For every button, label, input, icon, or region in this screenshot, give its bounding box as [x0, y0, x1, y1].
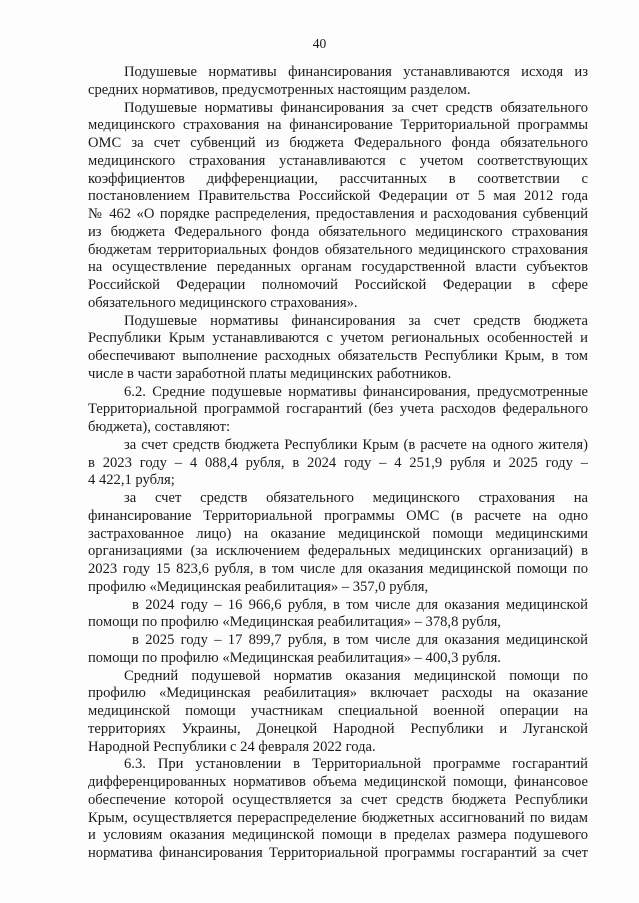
text-line: 4 422,1 рубля;: [88, 472, 175, 489]
text-line: ОМС за счет субвенций из бюджета Федерального фонда обязательного: [88, 135, 588, 151]
text-line: бюджетам территориальных фондов обязательного медицинского страхования: [88, 241, 588, 258]
text-line: финансирование Территориальной программы ОМС (в расчете на одно: [88, 507, 588, 524]
text-line: профилю «Медицинская реабилитация» – 357,0 рубля,: [88, 578, 429, 595]
text-line: Республики Крым устанавливаются с учетом региональных особенностей и: [88, 330, 588, 347]
text-line: помощи по профилю «Медицинская реабилитация» – 378,8 рубля,: [88, 614, 501, 631]
text-line: медицинского страхования устанавливаются с учетом соответствующих: [88, 152, 588, 169]
text-line: постановлением Правительства Российской Федерации от 5 мая 2012 года: [88, 188, 588, 205]
text-line: территориях Украины, Донецкой Народной Республики и Луганской: [88, 720, 588, 737]
text-line: Подушевые нормативы финансирования устанавливаются исходя из: [124, 64, 588, 80]
text-line: 6.2. Средние подушевые нормативы финансирования, предусмотренные: [124, 383, 588, 400]
text-line: Российской Федерации полномочий Российской Федерации в сфере: [88, 277, 588, 293]
text-line: средних нормативов, предусмотренных настоящим разделом.: [88, 81, 471, 98]
text-line: застрахованное лицо) на оказание медицинской помощи медицинскими: [88, 525, 588, 542]
text-line: за счет средств бюджета Республики Крым (в расчете на одного жителя): [124, 436, 588, 453]
text-line: в 2025 году – 17 899,7 рубля, в том числе для оказания медицинской: [132, 632, 588, 648]
text-line: Крым, осуществляется перераспределение бюджетных ассигнований по видам: [88, 809, 588, 826]
text-line: из бюджета Федерального фонда обязательного медицинского страхования: [88, 223, 588, 240]
text-line: числе в части заработной платы медицинских работников.: [88, 365, 452, 382]
text-line: Средний подушевой норматив оказания медицинской помощи по: [124, 667, 588, 684]
text-line: за счет средств обязательного медицинского страхования на: [124, 490, 588, 506]
text-line: норматива финансирования Территориальной программы госгарантий за счет: [88, 845, 588, 861]
text-line: дифференцированных нормативов объема медицинской помощи, финансовое: [88, 774, 588, 790]
text-line: обеспечение которой осуществляется за счет средств бюджета Республики: [88, 791, 588, 808]
text-line: организациями (за исключением федеральных медицинских организаций) в: [88, 543, 588, 560]
text-line: коэффициентов дифференциации, рассчитанных в соответствии с: [88, 170, 588, 187]
text-line: Подушевые нормативы финансирования за счет средств обязательного: [124, 99, 588, 116]
text-line: № 462 «О порядке распределения, предоставления и расходования субвенций: [88, 206, 588, 222]
text-line: 2023 году 15 823,6 рубля, в том числе для оказания медицинской помощи по: [88, 561, 588, 577]
text-line: помощи по профилю «Медицинская реабилитация» – 400,3 рубля.: [88, 649, 501, 666]
text-line: бюджета), составляют:: [88, 419, 231, 435]
text-line: обеспечивают выполнение расходных обязательств Республики Крым, в том: [88, 348, 588, 364]
text-line: медицинской помощи участникам специальной военной операции на: [88, 703, 588, 719]
text-line: в 2023 году – 4 088,4 рубля, в 2024 году – 4 251,9 рубля и 2025 году –: [88, 454, 588, 471]
page-number: 40: [312, 36, 327, 51]
text-line: профилю «Медицинская реабилитация» включает расходы на оказание: [88, 685, 588, 702]
text-line: Народной Республики с 24 февраля 2022 года.: [88, 738, 376, 755]
text-line: Подушевые нормативы финансирования за счет средств бюджета: [124, 312, 588, 329]
text-line: обязательного медицинского страхования».: [88, 294, 358, 311]
text-line: на осуществление переданных органам государственной власти субъектов: [88, 259, 588, 276]
text-line: и условиям оказания медицинской помощи в пределах размера подушевого: [88, 827, 588, 844]
text-line: в 2024 году – 16 966,6 рубля, в том числе для оказания медицинской: [132, 596, 588, 613]
text-line: медицинского страхования на финансирование Территориальной программы: [88, 117, 588, 134]
text-line: Территориальной программой госгарантий (без учета расходов федерального: [88, 401, 588, 418]
text-line: 6.3. При установлении в Территориальной программе госгарантий: [124, 756, 588, 773]
